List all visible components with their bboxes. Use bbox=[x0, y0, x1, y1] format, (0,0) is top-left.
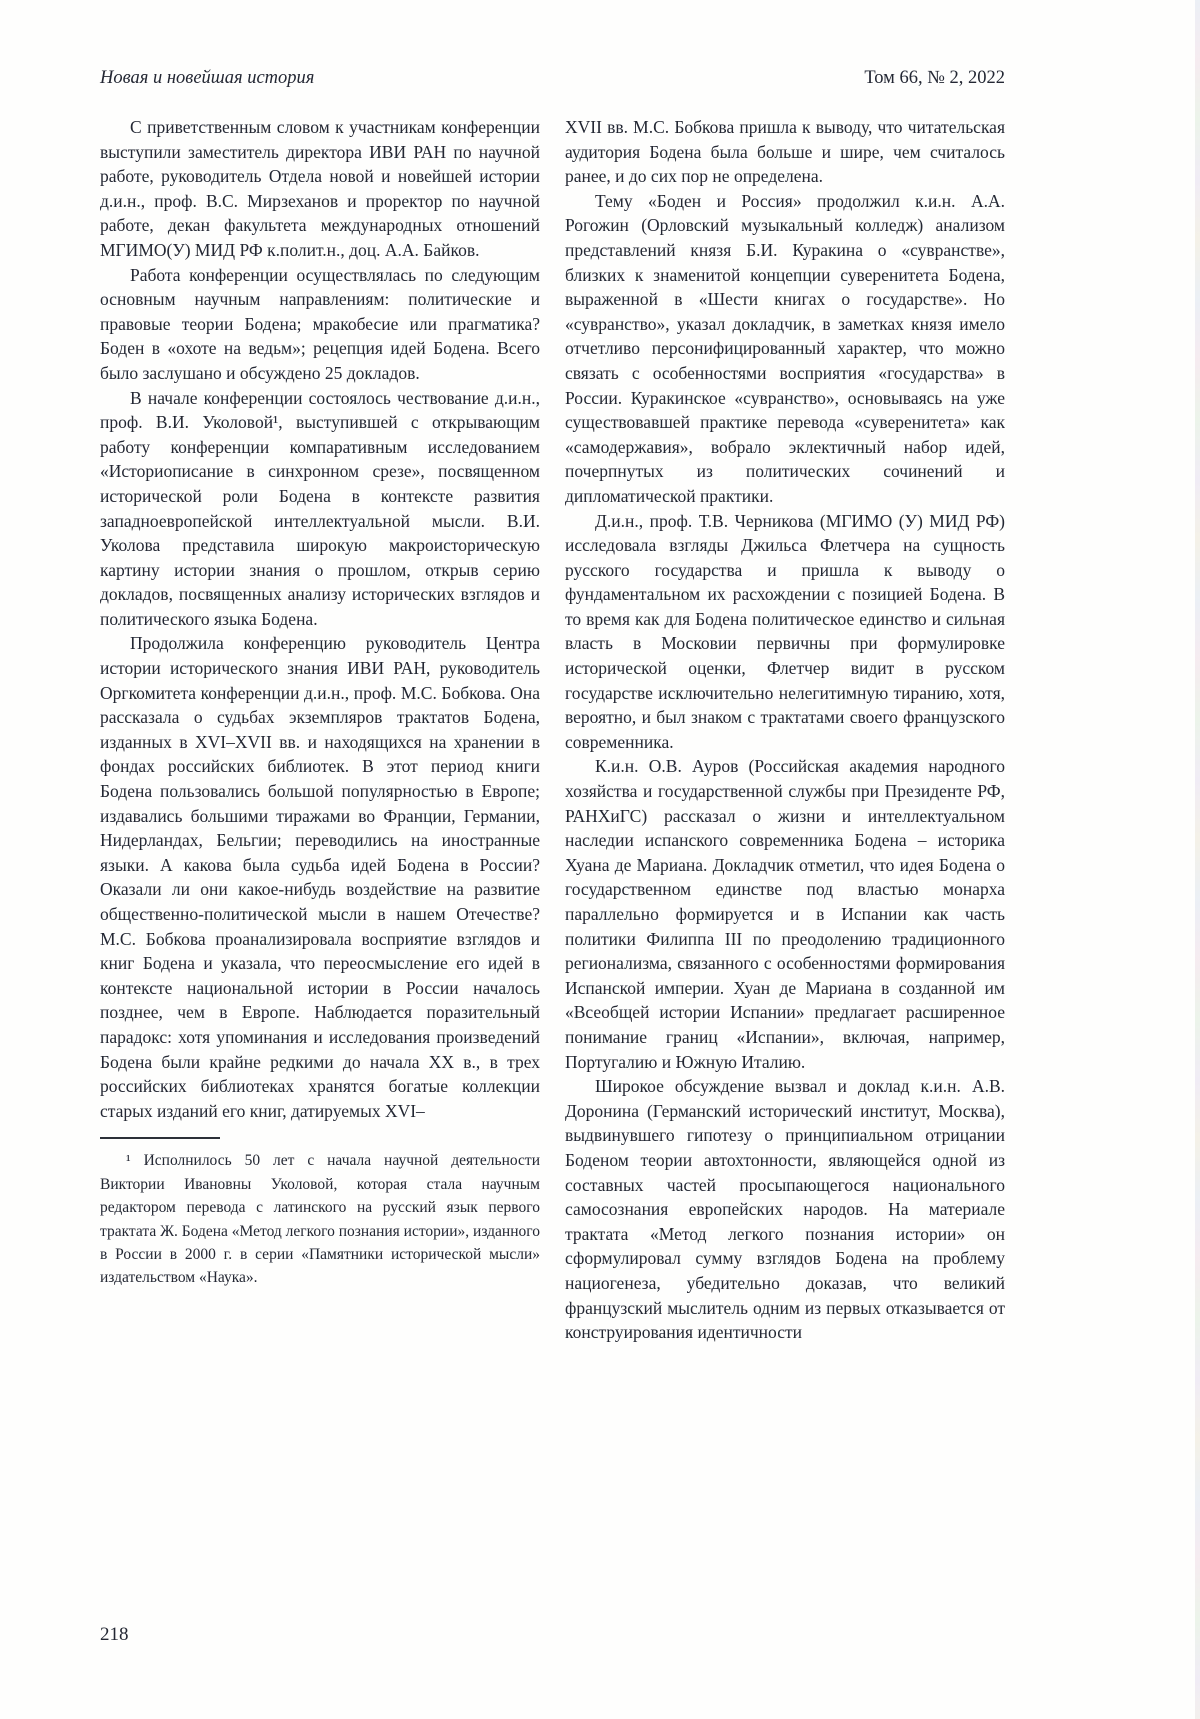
issue-info: Том 66, № 2, 2022 bbox=[864, 68, 1005, 88]
left-column bbox=[100, 115, 540, 1345]
scan-noise-strip bbox=[1195, 0, 1200, 1719]
paragraph-right-1-continuation: XVII вв. М.С. Бобкова пришла к выводу, что читательская аудитория Бодена была больше и шире, чем считалось ранее, и до сих пор не определена. bbox=[565, 117, 1005, 187]
paragraph-right-3: Д.и.н., проф. Т.В. Черникова (МГИМО (У) МИД РФ) исследовала взгляды Джильса Флетчера на сущность русского государства и пришла к выводу о фундаментальном их расхождении с позицией Бодена. В то время как для Бодена политическое единство и сильная власть в Московии первичны при формулировке исторической оценки, Флетчер видит в русском государстве исключительно нелегитимную тиранию, хотя, вероятно, и был знаком с трактатами своего французского современника. bbox=[565, 510, 1005, 752]
paragraph-left-2: Работа конференции осуществлялась по следующим основным научным направлениям: политические и правовые теории Бодена; мракобесие или прагматика? Боден в «охоте на ведьм»; рецепция идей Бодена. Всего было заслушано и обсуждено 25 докладов. bbox=[100, 264, 540, 383]
two-column-body bbox=[100, 115, 1005, 1345]
footnote: ¹ Исполнилось 50 лет с начала научной деятельности Виктории Ивановны Уколовой, которая стала научным редактором перевода с латинского на русский язык первого трактата Ж. Бодена «Метод легкого познания истории», изданного в России в 2000 г. в серии «Памятники исторической мысли» издательством «Наука». bbox=[100, 1152, 540, 1287]
page-header bbox=[100, 68, 1005, 89]
paragraph-left-1: С приветственным словом к участникам конференции выступили заместитель директора ИВИ РАН по научной работе, руководитель Отдела новой и новейшей истории д.и.н., проф. В.С. Мирзеханов и проректор по научной работе, декан факультета международных отношений МГИМО(У) МИД РФ к.полит.н., доц. А.А. Байков. bbox=[100, 117, 540, 260]
paragraph-left-3: В начале конференции состоялось чествование д.и.н., проф. В.И. Уколовой¹, выступившей с открывающим работу конференции компаративным исследованием «Историописание в синхронном срезе», посвященном исторической роли Бодена в контексте развития западноевропейской интеллектуальной мысли. В.И. Уколова представила широкую макроисторическую картину истории знания о прошлом, открыв серию докладов, посвященных анализу исторических взглядов и политического языка Бодена. bbox=[100, 387, 540, 629]
paragraph-left-4: Продолжила конференцию руководитель Центра истории исторического знания ИВИ РАН, руководитель Оргкомитета конференции д.и.н., проф. М.С. Бобкова. Она рассказала о судьбах экземпляров трактатов Бодена, изданных в XVI–XVII вв. и находящихся на хранении в фондах российских библиотек. В этот период книги Бодена пользовались большой популярностью в Европе; издавались большими тиражами во Франции, Германии, Нидерландах, Бельгии; переводились на иностранные языки. А какова была судьба идей Бодена в России? Оказали ли они какое-нибудь воздействие на развитие общественно-политической мысли в нашем Отечестве? М.С. Бобкова проанализировала восприятие взглядов и книг Бодена и указала, что переосмысление его идей в контексте национальной истории в России началось позднее, чем в Европе. Наблюдается поразительный парадокс: хотя упоминания и исследования произведений Бодена были крайне редкими до начала XX в., в трех российских библиотеках хранятся богатые коллекции старых изданий его книг, датируемых XVI– bbox=[100, 633, 540, 1121]
page-number: 218 bbox=[100, 1624, 129, 1645]
right-column bbox=[565, 115, 1005, 1345]
footnote-separator bbox=[100, 1137, 220, 1139]
paragraph-right-2: Тему «Боден и Россия» продолжил к.и.н. А.А. Рогожин (Орловский музыкальный колледж) анализом представлений князя Б.И. Куракина о «сувранстве», близких к знаменитой концепции суверенитета Бодена, выраженной в «Шести книгах о государстве». Но «сувранство», указал докладчик, в заметках князя имело отчетливо персонифицированный характер, что можно связать с особенностями восприятия «государства» в России. Куракинское «сувранство», основываясь на уже существовавшей практике перевода «суверенитета» как «самодержавия», вобрало эклектичный набор идей, почерпнутых из политических сочинений и дипломатической практики. bbox=[565, 190, 1005, 506]
paragraph-right-4: К.и.н. О.В. Ауров (Российская академия народного хозяйства и государственной службы при Президенте РФ, РАНХиГС) рассказал о жизни и интеллектуальном наследии испанского современника Бодена – историка Хуана де Мариана. Докладчик отметил, что идея Бодена о государственном единстве под властью монарха параллельно формируется и в Испании как часть политики Филиппа III по преодолению традиционного регионализма, связанного с особенностями формирования Испанской империи. Хуан де Мариана в созданной им «Всеобщей истории Испании» предлагает расширенное понимание границ «Испании», включая, например, Португалию и Южную Италию. bbox=[565, 756, 1005, 1072]
journal-title: Новая и новейшая история bbox=[100, 68, 315, 88]
paragraph-right-5: Широкое обсуждение вызвал и доклад к.и.н. А.В. Доронина (Германский исторический институт, Москва), выдвинувшего гипотезу о принципиальном отрицании Боденом теории автохтонности, являющейся одной из составных частей просыпающегося национального самосознания европейских народов. На материале трактата «Метод легкого познания истории» он сформулировал сумму взглядов Бодена на проблему нациогенеза, убедительно доказав, что великий французский мыслитель одним из первых отказывается от конструирования идентичности bbox=[565, 1076, 1005, 1343]
